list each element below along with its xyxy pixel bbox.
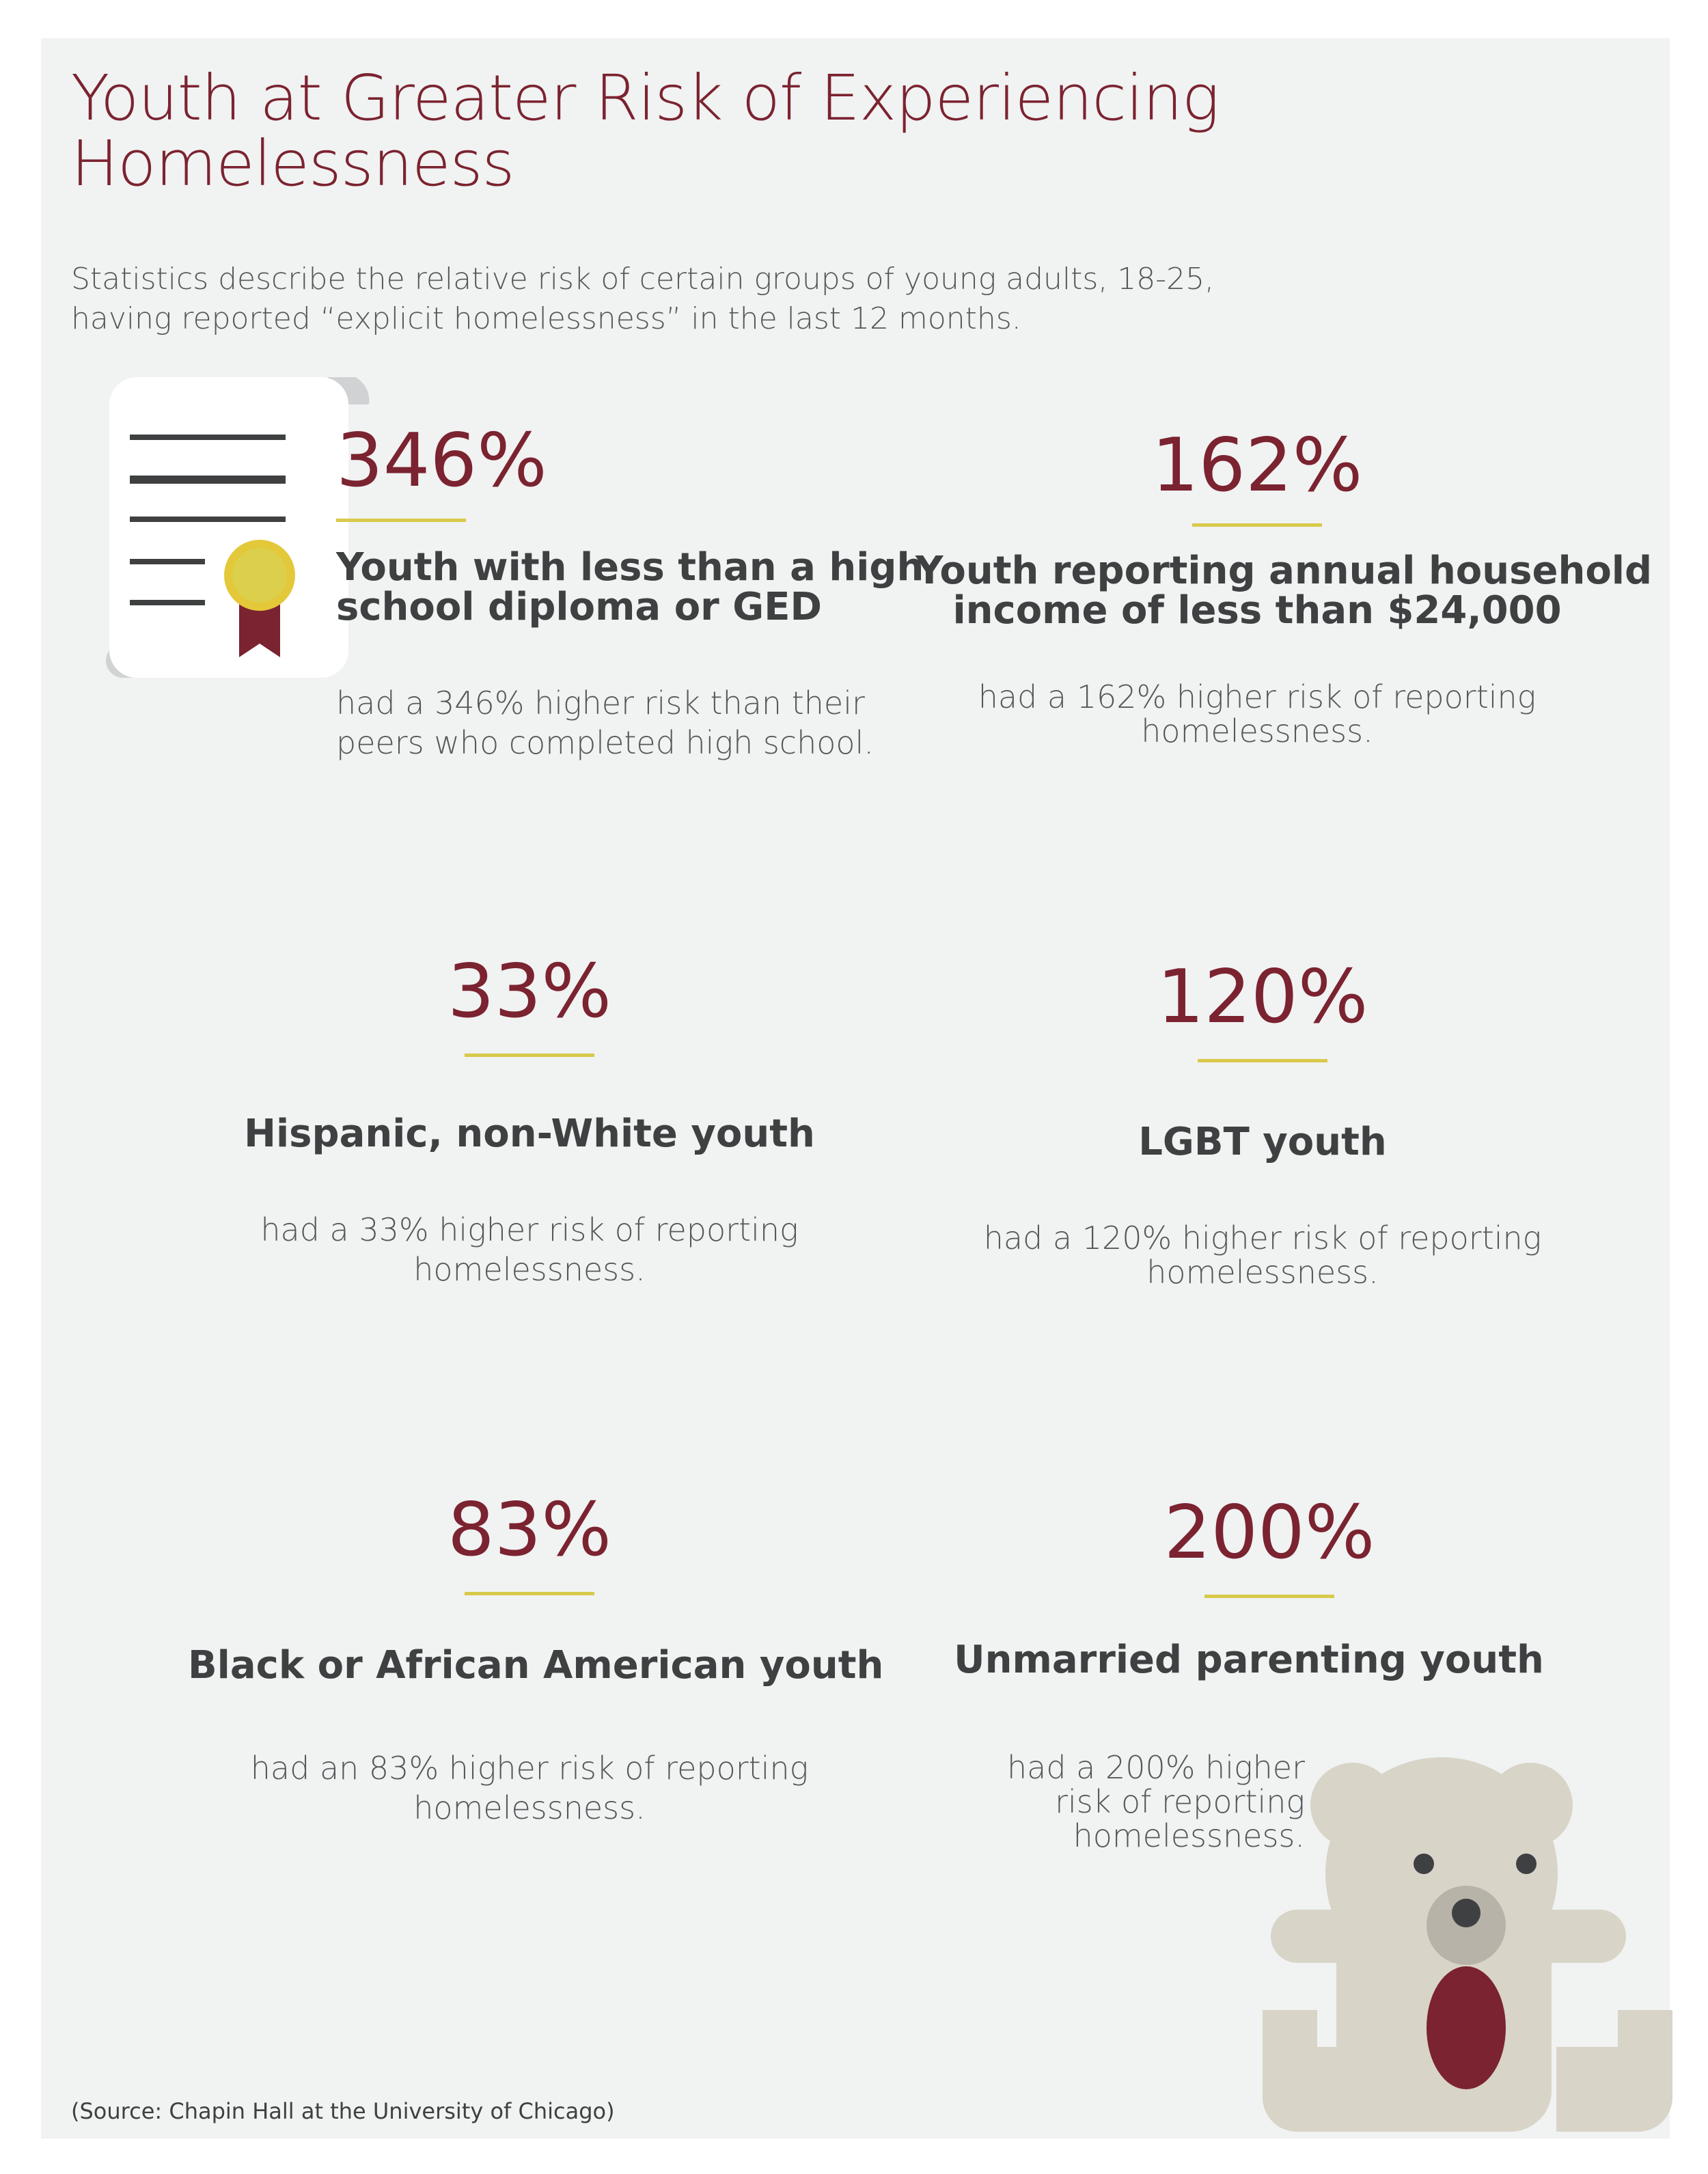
divider: [465, 1592, 594, 1595]
stat-group: [915, 549, 1653, 633]
page-title: [71, 61, 1232, 200]
stat-description: [956, 1750, 1305, 1853]
group-line: Hispanic, non-White youth: [244, 1112, 815, 1156]
description-line: homelessness.: [1146, 1254, 1379, 1291]
stat-description: [188, 1748, 871, 1828]
stat-value: 83%: [447, 1487, 612, 1573]
description-line: peers who completed high school.: [336, 724, 874, 761]
stat-group: [336, 545, 924, 629]
stat-card: [921, 954, 1604, 1291]
description-line: had an 83% higher risk of reporting: [250, 1750, 809, 1787]
stat-group: [188, 1643, 884, 1688]
divider: [1198, 1059, 1327, 1062]
stat-value: 33%: [447, 949, 612, 1034]
title-line: Homelessness: [71, 127, 514, 200]
stat-description: [921, 1221, 1604, 1289]
stat-card: [188, 951, 871, 1289]
stat-description: [336, 683, 883, 762]
group-line: Unmarried parenting youth: [954, 1638, 1544, 1682]
description-line: homelessness.: [1141, 713, 1373, 749]
description-line: homelessness.: [413, 1789, 646, 1826]
group-line: Black or African American youth: [188, 1643, 884, 1688]
description-line: had a 120% higher risk of reporting: [983, 1220, 1542, 1256]
group-line: income of less than $24,000: [952, 588, 1562, 633]
stat-card: [336, 418, 924, 762]
stat-group: [887, 1640, 1611, 1680]
group-line: Youth with less than a high: [336, 545, 924, 590]
diploma-icon: [68, 377, 376, 685]
stat-value: 346%: [336, 418, 547, 504]
group-line: Youth reporting annual household: [915, 549, 1653, 593]
stat-card: [928, 1492, 1611, 1680]
stat-description: [915, 680, 1599, 748]
stat-card: [915, 423, 1653, 749]
stat-value: 200%: [1163, 1490, 1375, 1576]
divider: [336, 519, 466, 522]
subtitle-line: Statistics describe the relative risk of certain groups of young adults, 18-25,: [71, 262, 1215, 297]
divider: [1204, 1595, 1334, 1598]
stat-value: 162%: [1151, 423, 1363, 508]
subtitle-line: having reported “explicit homelessness” in the last 12 months.: [71, 301, 1021, 336]
group-line: school diploma or GED: [336, 585, 822, 629]
description-line: had a 346% higher risk than their: [336, 685, 865, 721]
description-line: had a 33% higher risk of reporting: [260, 1211, 799, 1248]
page-subtitle: [71, 260, 1219, 339]
stat-description-block: [956, 1750, 1305, 1853]
source-note: (Source: Chapin Hall at the University of Chicago): [71, 2098, 615, 2124]
description-line: homelessness.: [413, 1251, 646, 1288]
divider: [465, 1054, 594, 1057]
stat-card: [188, 1487, 884, 1828]
stat-group: [921, 1120, 1604, 1164]
title-line: Youth at Greater Risk of Experiencing: [71, 61, 1220, 135]
divider: [1192, 523, 1322, 527]
stat-group: [188, 1114, 871, 1154]
description-line: had a 162% higher risk of reporting: [978, 678, 1537, 715]
stat-description: [188, 1210, 871, 1289]
group-line: LGBT youth: [1138, 1120, 1387, 1164]
teddy-bear-icon: [1263, 1749, 1672, 2132]
stat-value: 120%: [1157, 954, 1368, 1040]
description-line: risk of reporting: [1055, 1783, 1305, 1820]
description-line: homelessness.: [1073, 1817, 1305, 1854]
description-line: had a 200% higher: [1006, 1749, 1305, 1786]
